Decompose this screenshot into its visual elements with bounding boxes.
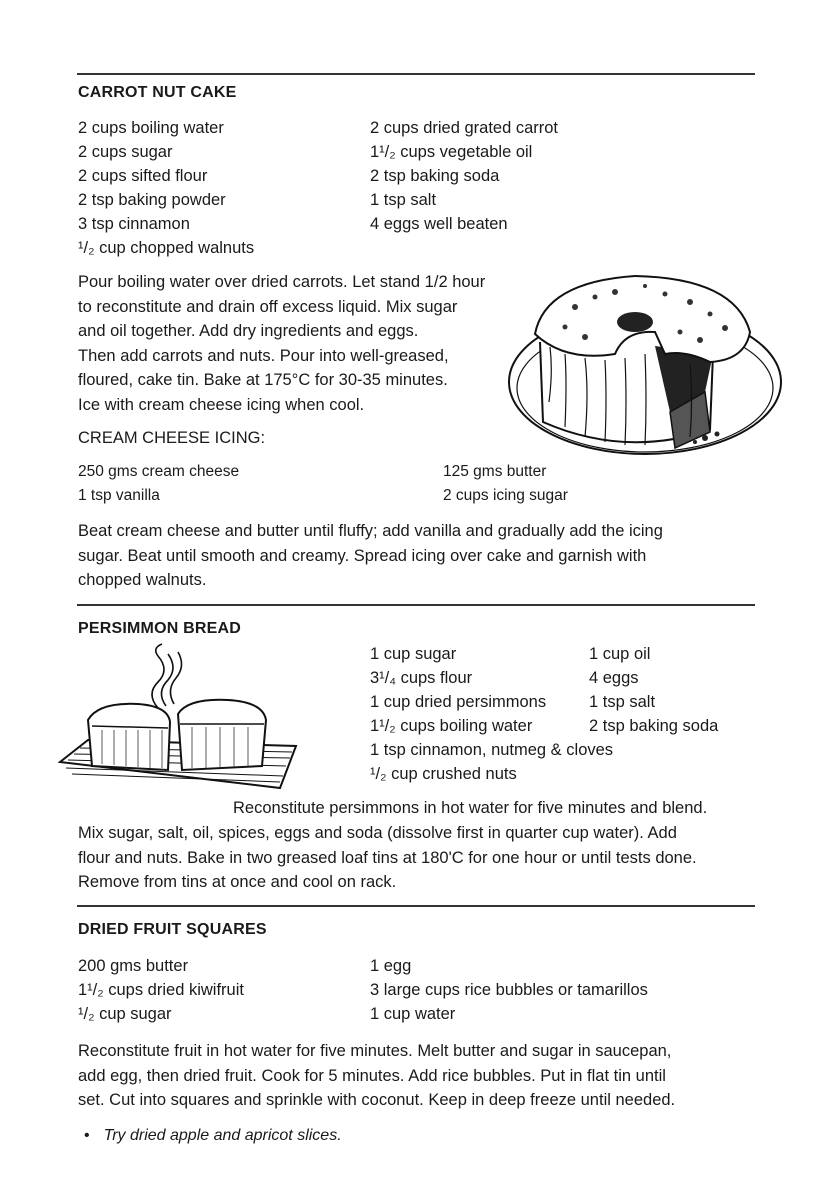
method-line: Pour boiling water over dried carrots. Let stand 1/2 hour (78, 273, 486, 291)
section-divider (77, 73, 755, 75)
section-divider (77, 905, 755, 907)
ingredient: 2 tsp baking soda (589, 717, 719, 735)
carrot-cake-title: CARROT NUT CAKE (78, 84, 237, 101)
icing-method (78, 519, 663, 593)
method-line: Reconstitute persimmons in hot water for five minutes and blend. (233, 799, 708, 817)
ingredient: 2 tsp baking powder (78, 191, 226, 209)
tip-text: Try dried apple and apricot slices. (103, 1127, 342, 1144)
ingredient: ¹/₂ cup sugar (78, 1005, 172, 1023)
method-line: Beat cream cheese and butter until fluffy; add vanilla and gradually add the icing (78, 522, 663, 540)
method-line: Reconstitute fruit in hot water for five minutes. Melt butter and sugar in saucepan, (78, 1042, 672, 1060)
icing-title: CREAM CHEESE ICING: (78, 429, 266, 447)
carrot-method (78, 270, 485, 417)
method-line: and oil together. Add dry ingredients and eggs. (78, 322, 419, 340)
method-line: floured, cake tin. Bake at 175°C for 30-35 minutes. (78, 371, 448, 389)
persimmon-bread-illustration (58, 642, 303, 802)
ingredient: ¹/₂ cup crushed nuts (370, 765, 517, 783)
ingredient: ¹/₂ cup chopped walnuts (78, 239, 255, 257)
method-line: Ice with cream cheese icing when cool. (78, 395, 365, 414)
squares-method (78, 1039, 675, 1113)
ingredient: 1 tsp salt (589, 693, 656, 711)
ingredient: 2 cups boiling water (78, 119, 224, 137)
ingredient: 3 tsp cinnamon (78, 215, 190, 233)
method-line: Mix sugar, salt, oil, spices, eggs and soda (dissolve first in quarter cup water). Add (78, 824, 677, 842)
ingredient: 2 cups dried grated carrot (370, 119, 559, 137)
ingredient: 200 gms butter (78, 957, 189, 975)
ingredient: 1 cup water (370, 1005, 456, 1023)
carrot-cake-illustration (505, 262, 795, 468)
ingredient: 4 eggs well beaten (370, 215, 508, 233)
persimmon-bread-title: PERSIMMON BREAD (78, 620, 242, 637)
ingredient: 2 cups sugar (78, 143, 173, 161)
persimmon-method (78, 821, 697, 895)
dried-fruit-squares-title: DRIED FRUIT SQUARES (78, 921, 267, 938)
ingredient: 1¹/₂ cups vegetable oil (370, 143, 533, 161)
ingredient: 2 cups icing sugar (443, 487, 568, 504)
ingredient: 3 large cups rice bubbles or tamarillos (370, 981, 648, 999)
ingredient: 4 eggs (589, 669, 639, 687)
ingredient: 1¹/₂ cups dried kiwifruit (78, 981, 244, 999)
bullet-icon: • (84, 1127, 90, 1144)
ingredient: 1 cup oil (589, 645, 651, 663)
section-divider (77, 604, 755, 606)
method-line: chopped walnuts. (78, 571, 207, 589)
ingredient: 1¹/₂ cups boiling water (370, 717, 533, 735)
ingredient: 2 cups sifted flour (78, 167, 208, 185)
ingredient: 1 tsp cinnamon, nutmeg & cloves (370, 741, 614, 759)
ingredient: 3¹/₄ cups flour (370, 669, 473, 687)
method-line: sugar. Beat until smooth and creamy. Spread icing over cake and garnish with (78, 546, 647, 565)
ingredient: 1 cup dried persimmons (370, 693, 547, 711)
tip-note (84, 1127, 342, 1145)
ingredient: 2 tsp baking soda (370, 167, 500, 185)
method-line: flour and nuts. Bake in two greased loaf tins at 180'C for one hour or until tests done. (78, 848, 697, 867)
ingredient: 125 gms butter (443, 463, 547, 480)
method-line: add egg, then dried fruit. Cook for 5 minutes. Add rice bubbles. Put in flat tin until (78, 1066, 666, 1085)
ingredient: 1 cup sugar (370, 645, 457, 663)
method-line: Remove from tins at once and cool on rack. (78, 873, 397, 891)
method-line: to reconstitute and drain off excess liquid. Mix sugar (78, 297, 458, 316)
ingredient: 1 egg (370, 957, 412, 975)
method-line: set. Cut into squares and sprinkle with coconut. Keep in deep freeze until needed. (78, 1091, 676, 1109)
method-line: Then add carrots and nuts. Pour into well-greased, (78, 346, 449, 365)
ingredient: 1 tsp salt (370, 191, 437, 209)
ingredient: 250 gms cream cheese (78, 463, 240, 480)
ingredient: 1 tsp vanilla (78, 487, 160, 504)
